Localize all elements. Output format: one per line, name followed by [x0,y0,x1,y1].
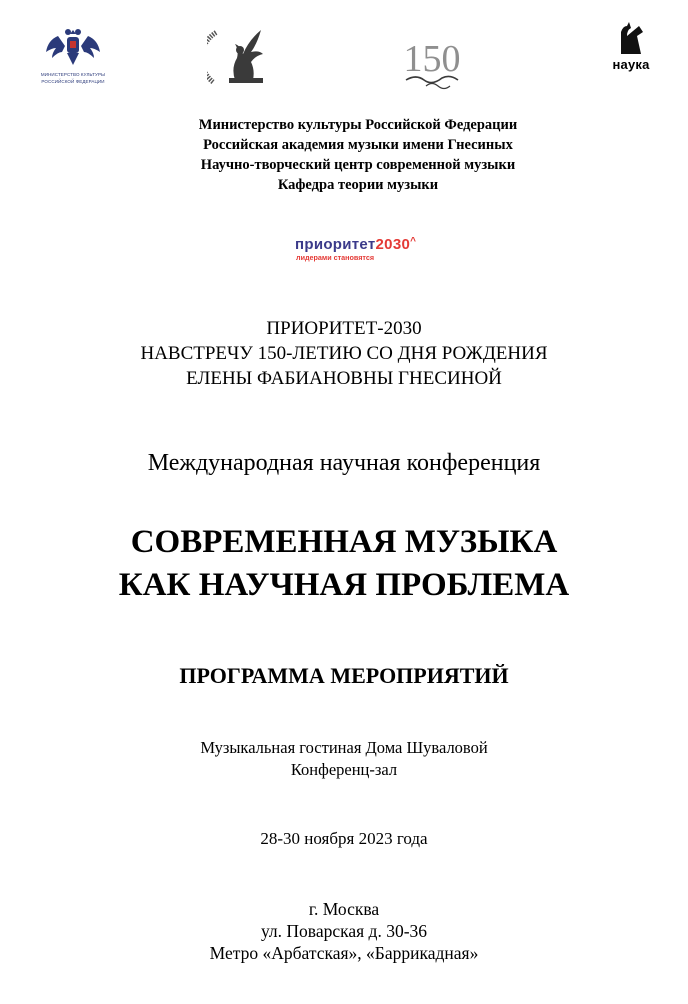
ministry-of-culture-logo [38,24,108,84]
events-heading: ПРОГРАММА МЕРОПРИЯТИЙ [179,663,509,688]
address-block [0,898,688,964]
academy-seal-icon [207,20,275,90]
program-line: ЕЛЕНЫ ФАБИАНОВНЫ ГНЕСИНОЙ [186,368,502,389]
anniversary-150-logo [396,38,468,94]
ministry-caption-line-2: РОССИЙСКОЙ ФЕДЕРАЦИИ [41,79,105,84]
nauka-label: наука [612,57,650,72]
venue-line: Конференц-зал [290,760,398,779]
program-header [0,316,688,391]
organizers-block [28,115,688,195]
priority-brand-number: 2030 [375,236,411,253]
program-line: НАВСТРЕЧУ 150-ЛЕТИЮ СО ДНЯ РОЖДЕНИЯ [140,343,548,364]
gnesin-academy-emblem [207,20,275,90]
double-headed-eagle-icon [38,24,108,70]
nauka-figure-icon [613,20,649,56]
caret-up-icon: ^ [410,236,417,247]
organizer-line: Научно-творческий центр современной музыки [200,157,516,173]
address-line: ул. Поварская д. 30-36 [260,921,428,941]
ministry-caption-line-1: МИНИСТЕРСТВО КУЛЬТУРЫ [40,72,106,77]
address-line: Метро «Арбатская», «Баррикадная» [209,943,479,963]
address-line: г. Москва [308,899,380,919]
nauka-logo [604,20,658,72]
conference-title-line: СОВРЕМЕННАЯ МУЗЫКА [130,524,558,560]
conference-type: Международная научная конференция [147,450,541,476]
venue-line: Музыкальная гостиная Дома Шуваловой [200,738,488,757]
event-dates: 28-30 ноября 2023 года [260,829,428,848]
conference-title-line: КАК НАУЧНАЯ ПРОБЛЕМА [118,567,570,603]
priority-slogan: лидерами становятся [296,253,375,262]
organizer-line: Кафедра теории музыки [277,177,439,193]
priority-2030-logo [295,236,416,262]
conference-title [0,521,688,607]
venue-block [0,737,688,781]
organizer-line: Российская академия музыки имени Гнесиных [203,137,513,153]
priority-brand-text: приоритет [295,236,376,253]
anniversary-number: 150 [403,38,461,80]
program-line: ПРИОРИТЕТ-2030 [266,318,422,339]
organizer-line: Министерство культуры Российской Федерации [198,117,518,133]
